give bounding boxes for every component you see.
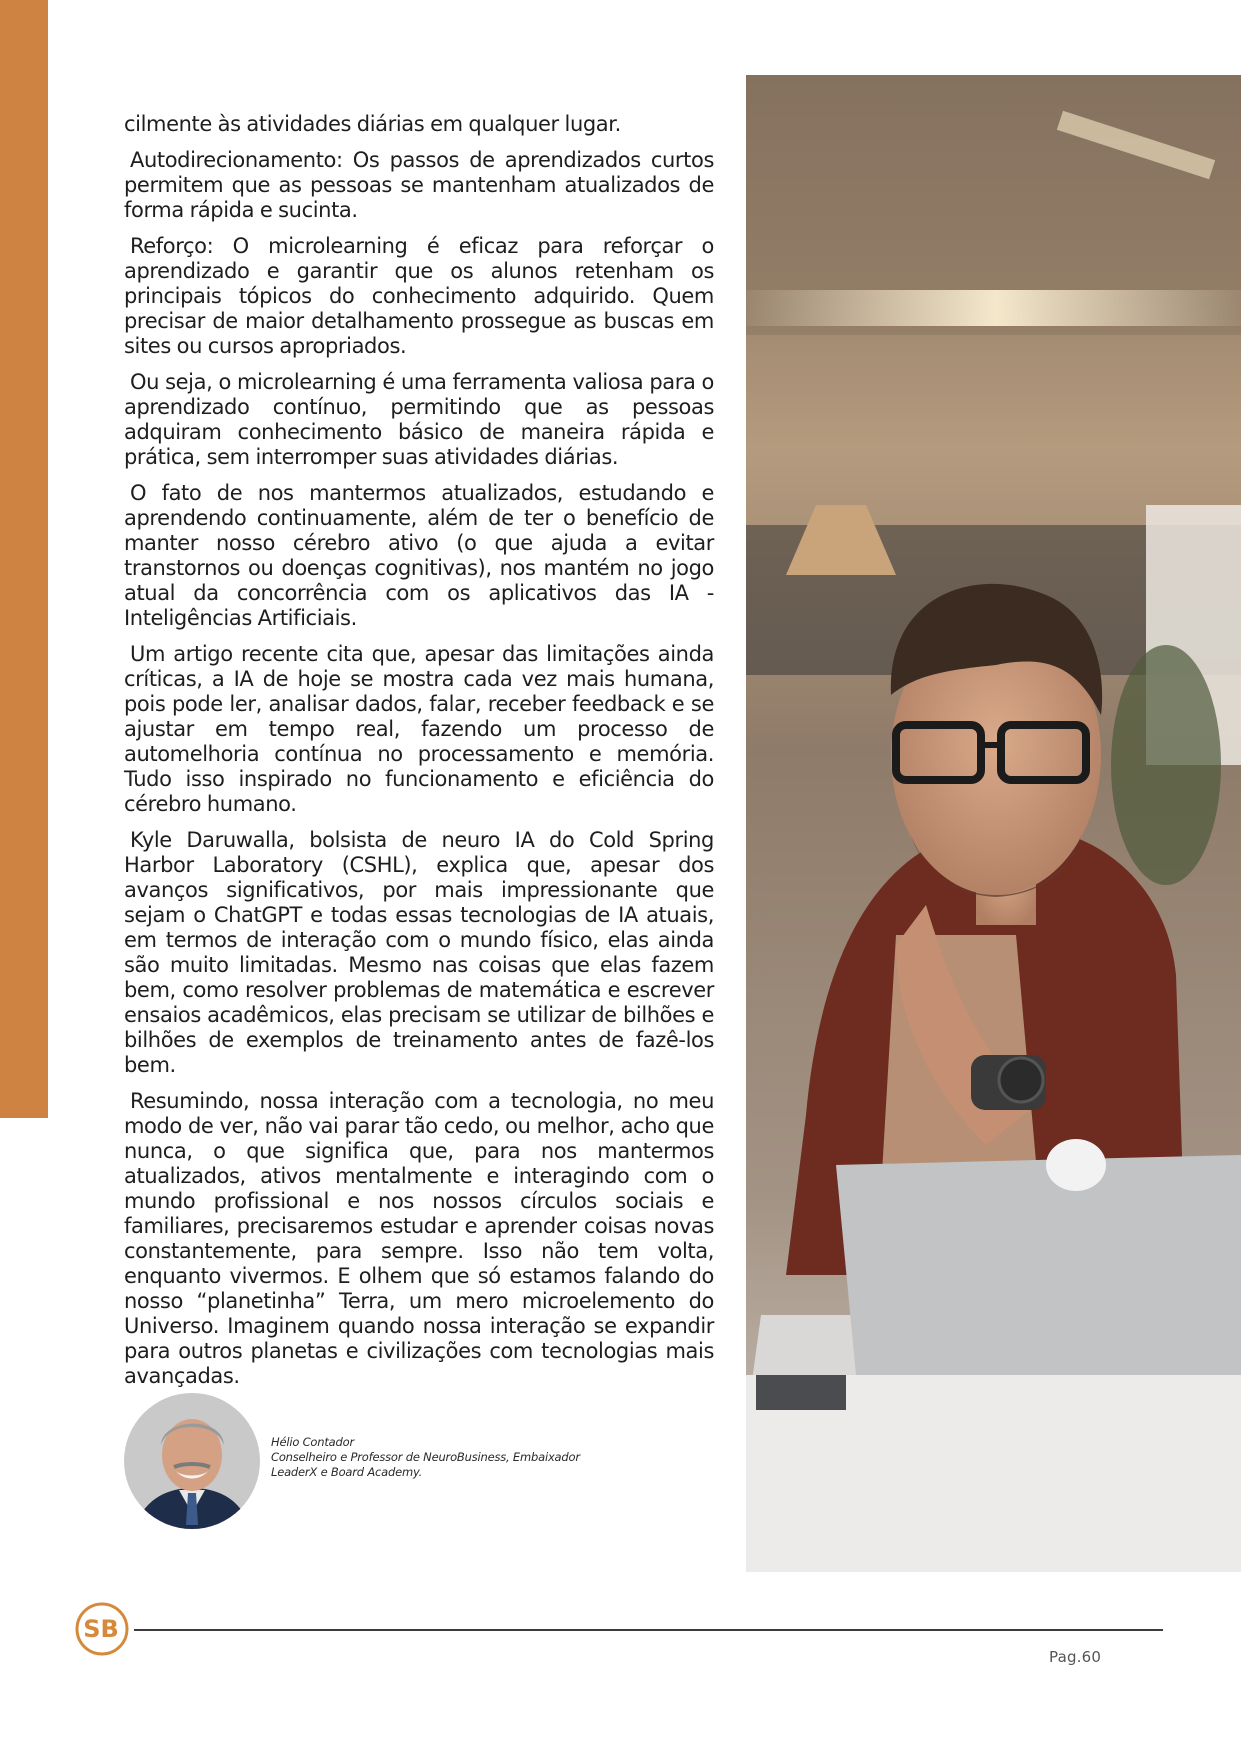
- accent-side-bar: [0, 0, 48, 1118]
- author-name: Hélio Contador: [271, 1435, 354, 1449]
- author-credits: [271, 1435, 611, 1480]
- article-paragraph: Autodirecionamento: Os passos de aprendizados curtos permitem que as pessoas se mantenham atualizados de forma rápida e sucinta.: [124, 148, 714, 222]
- article-paragraph: Um artigo recente cita que, apesar das limitações ainda críticas, a IA de hoje se mostra cada vez mais humana, pois pode ler, analisar dados, falar, receber feedback e se ajustar em tempo real, fazendo um processo de automelhoria contínua no processamento e memória. Tudo isso inspirado no funcionamento e eficiência do cérebro humano.: [124, 642, 714, 816]
- logo-text: SB: [83, 1615, 119, 1643]
- sb-logo-icon: [74, 1601, 130, 1657]
- author-role: LeaderX e Board Academy.: [271, 1465, 423, 1479]
- article-paragraph: Kyle Daruwalla, bolsista de neuro IA do Cold Spring Harbor Laboratory (CSHL), explica que, apesar dos avanços significativos, por mais impressionante que sejam o ChatGPT e todas essas tecnologias de IA atuais, em termos de interação com o mundo físico, elas ainda são muito limitadas. Mesmo nas coisas que elas fazem bem, como resolver problemas de matemática e escrever ensaios acadêmicos, elas precisam se utilizar de bilhões e bilhões de exemplos de treinamento antes de fazê-los bem.: [124, 828, 714, 1077]
- article-paragraph: Reforço: O microlearning é eficaz para reforçar o aprendizado e garantir que os alunos retenham os principais tópicos do conhecimento adquirido. Quem precisar de maior detalhamento prossegue as buscas em sites ou cursos apropriados.: [124, 234, 714, 358]
- article-paragraph: Ou seja, o microlearning é uma ferramenta valiosa para o aprendizado contínuo, permitindo que as pessoas adquiram conhecimento básico de maneira rápida e prática, sem interromper suas atividades diárias.: [124, 370, 714, 469]
- footer-divider: [134, 1629, 1163, 1631]
- article-paragraph: O fato de nos mantermos atualizados, estudando e aprendendo continuamente, além de ter o benefício de manter nosso cérebro ativo (o que ajuda a evitar transtornos ou doenças cognitivas), nos mantém no jogo atual da concorrência com os aplicativos das IA - Inteligências Artificiais.: [124, 481, 714, 630]
- page-number: Pag.60: [1049, 1648, 1102, 1666]
- man-at-laptop-photo: [746, 75, 1241, 1572]
- author-role: Conselheiro e Professor de NeuroBusiness, Embaixador: [271, 1450, 580, 1464]
- article-paragraph: Resumindo, nossa interação com a tecnologia, no meu modo de ver, não vai parar tão cedo, ou melhor, acho que nunca, o que significa que, para nos mantermos atualizados, ativos mentalmente e interagindo com o mundo profissional e nos nossos círculos sociais e familiares, precisaremos estudar e aprender coisas novas constantemente, para sempre. Isso não tem volta, enquanto vivermos. E olhem que só estamos falando do nosso “planetinha” Terra, um mero microelemento do Universo. Imaginem quando nossa interação se expandir para outros planetas e civilizações com tecnologias mais avançadas.: [124, 1089, 714, 1388]
- article-paragraph: cilmente às atividades diárias em qualquer lugar.: [124, 112, 621, 136]
- article-body: [124, 112, 714, 1400]
- author-avatar: [124, 1393, 260, 1529]
